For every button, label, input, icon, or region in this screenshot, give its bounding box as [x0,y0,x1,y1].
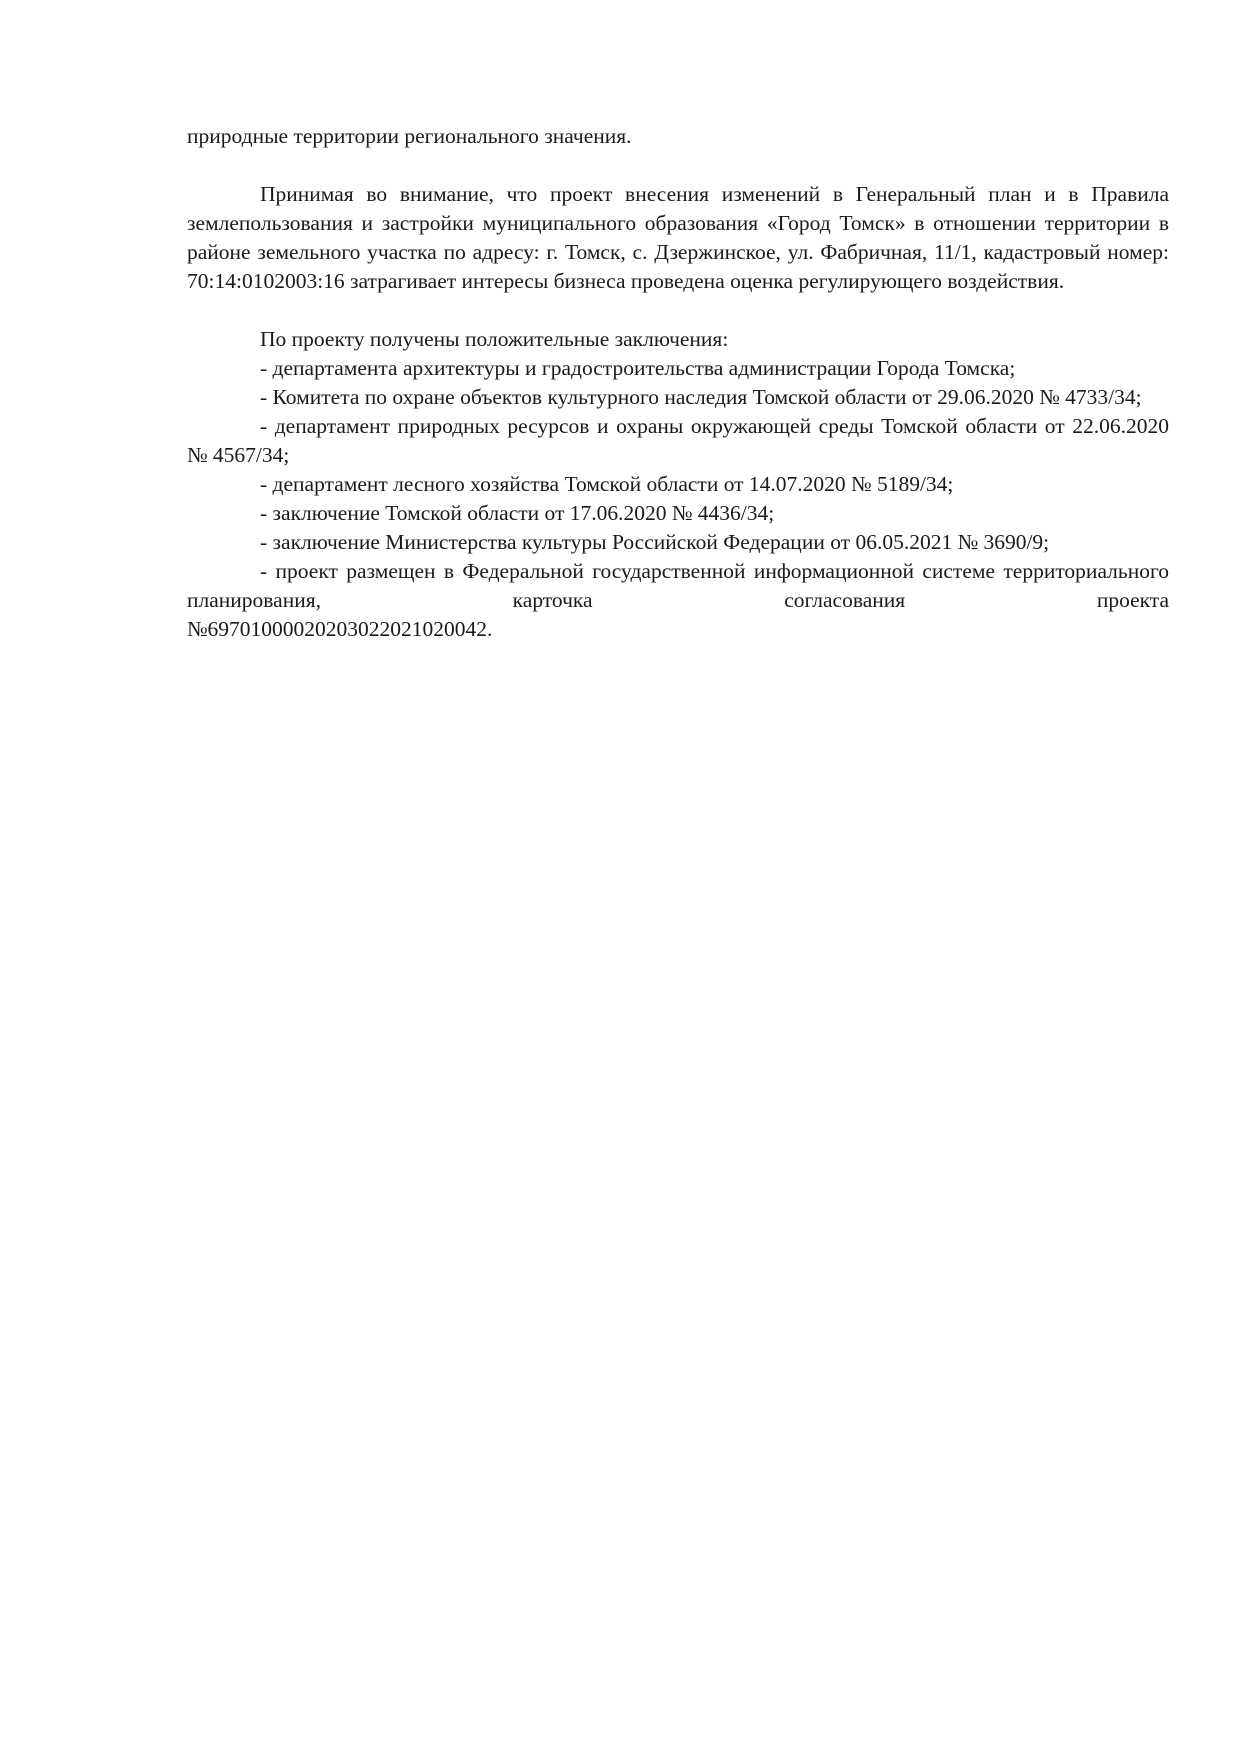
conclusion-item: - департамент природных ресурсов и охраны окружающей среды Томской области от 22.06.2020 № 4567/34; [187,414,1169,467]
conclusion-item: - заключение Министерства культуры Российской Федерации от 06.05.2021 № 3690/9; [260,530,1050,554]
paragraph-rva: Принимая во внимание, что проект внесения изменений в Генеральный план и в Правила землепользования и застройки муниципального образования «Город Томск» в отношении территории в районе земельного участка по адресу: г. Томск, с. Дзержинское, ул. Фабричная, 11/1, кадастровый номер: 70:14:0102003:16 затрагивает интересы бизнеса проведена оценка регулирующего воздействия. [187,182,1169,293]
continuation-line: природные территории регионального значения. [187,124,632,148]
conclusions-intro: По проекту получены положительные заключения: [260,327,729,351]
document-body [187,122,1169,644]
conclusion-item: - департамент лесного хозяйства Томской области от 14.07.2020 № 5189/34; [260,472,954,496]
fgis-card-number: №69701000020203022021020042. [187,617,493,641]
conclusion-item: - заключение Томской области от 17.06.2020 № 4436/34; [260,501,775,525]
conclusion-item: - департамента архитектуры и градостроительства администрации Города Томска; [260,356,1016,380]
fgis-paragraph: - проект размещен в Федеральной государственной информационной системе территориального планирования, карточка согласования проекта [187,559,1169,612]
conclusion-item: - Комитета по охране объектов культурного наследия Томской области от 29.06.2020 № 4733/34; [260,385,1142,409]
